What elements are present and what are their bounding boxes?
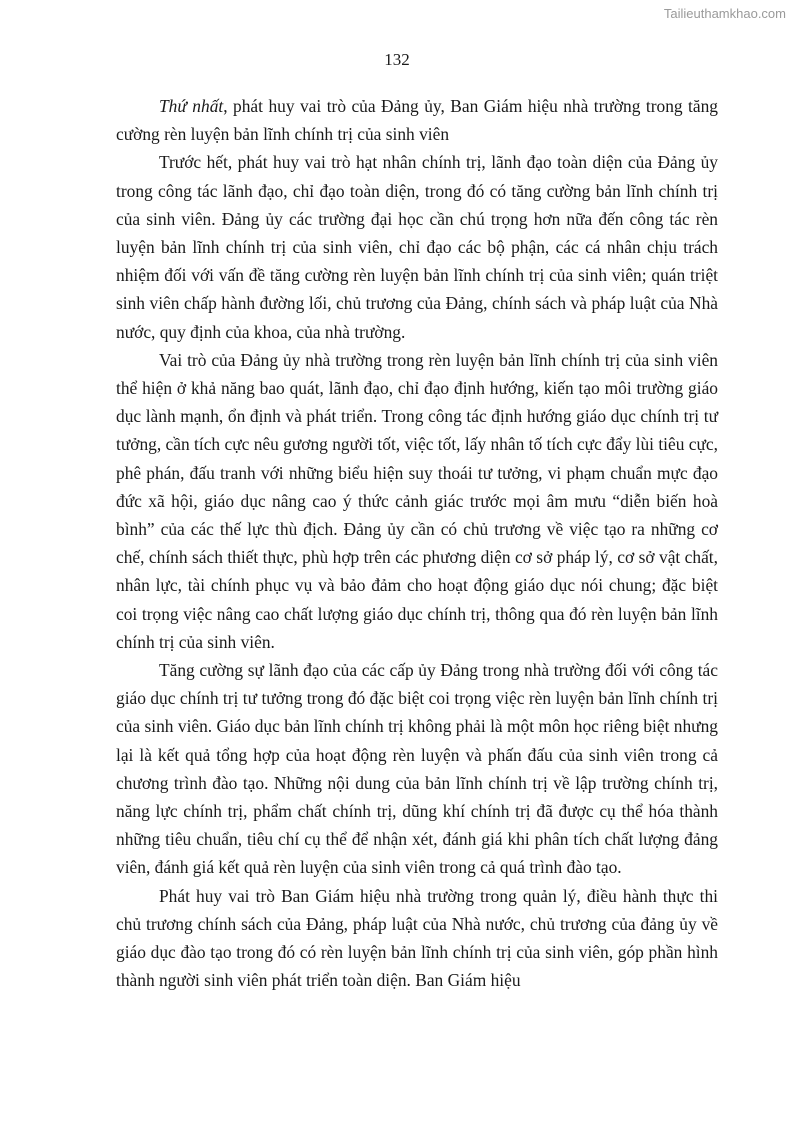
paragraph: Phát huy vai trò Ban Giám hiệu nhà trường trong quản lý, điều hành thực thi chủ trương chính sách của Đảng, pháp luật của Nhà nước, chủ trương của đảng ủy về giáo dục đào tạo trong đó có rèn luyện bản lĩnh chính trị của sinh viên, góp phần hình thành người sinh viên phát triển toàn diện. Ban Giám hiệu [116,885,718,991]
paragraph-heading [116,92,718,148]
document-body [116,92,718,995]
heading-italic-lead: Thứ nhất [159,96,224,116]
paragraph: Vai trò của Đảng ủy nhà trường trong rèn luyện bản lĩnh chính trị của sinh viên thể hiện ở khả năng bao quát, lãnh đạo, chỉ đạo định hướng, kiến tạo môi trường giáo dục lành mạnh, ổn định và phát triển. Trong công tác định hướng giáo dục chính trị tư tưởng, cần tích cực nêu gương người tốt, việc tốt, lấy nhân tố tích cực đẩy lùi tiêu cực, phê phán, đấu tranh với những biểu hiện suy thoái tư tưởng, vi phạm chuẩn mực đạo đức xã hội, giáo dục nâng cao ý thức cảnh giác trước mọi âm mưu “diễn biến hoà bình” của các thế lực thù địch. Đảng ủy cần có chủ trương về việc tạo ra những cơ chế, chính sách thiết thực, phù hợp trên các phương diện cơ sở pháp lý, cơ sở vật chất, nhân lực, tài chính phục vụ và bảo đảm cho hoạt động giáo dục nói chung; đặc biệt coi trọng việc nâng cao chất lượng giáo dục chính trị, thông qua đó rèn luyện bản lĩnh chính trị của sinh viên. [116,349,718,652]
heading-text: , phát huy vai trò của Đảng ủy, Ban Giám hiệu nhà trường trong tăng cường rèn luyện bản lĩnh chính trị của sinh viên [116,96,718,145]
paragraph: Tăng cường sự lãnh đạo của các cấp ủy Đảng trong nhà trường đối với công tác giáo dục chính trị tư tưởng trong đó đặc biệt coi trọng việc rèn luyện bản lĩnh chính trị của sinh viên. Giáo dục bản lĩnh chính trị không phải là một môn học riêng biệt nhưng lại là kết quả tổng hợp của hoạt động rèn luyện và phấn đấu của sinh viên trong cả chương trình đào tạo. Những nội dung của bản lĩnh chính trị về lập trường chính trị, năng lực chính trị, phẩm chất chính trị, dũng khí chính trị đã được cụ thể hóa thành những tiêu chuẩn, tiêu chí cụ thể để nhận xét, đánh giá khi phân tích chất lượng đảng viên, đánh giá kết quả rèn luyện của sinh viên trong cả quá trình đào tạo. [116,660,718,878]
page-number: 132 [384,50,410,69]
paragraph: Trước hết, phát huy vai trò hạt nhân chính trị, lãnh đạo toàn diện của Đảng ủy trong công tác lãnh đạo, chỉ đạo toàn diện, trong đó có tăng cường bản lĩnh chính trị của sinh viên. Đảng ủy các trường đại học cần chú trọng hơn nữa đến công tác rèn luyện bản lĩnh chính trị của sinh viên, chỉ đạo các bộ phận, các cá nhân chịu trách nhiệm đối với vấn đề tăng cường rèn luyện bản lĩnh chính trị của sinh viên; quán triệt sinh viên chấp hành đường lối, chủ trương của Đảng, chính sách và pháp luật của Nhà nước, quy định của khoa, của nhà trường. [116,152,718,342]
watermark: Tailieuthamkhao.com [663,6,786,21]
